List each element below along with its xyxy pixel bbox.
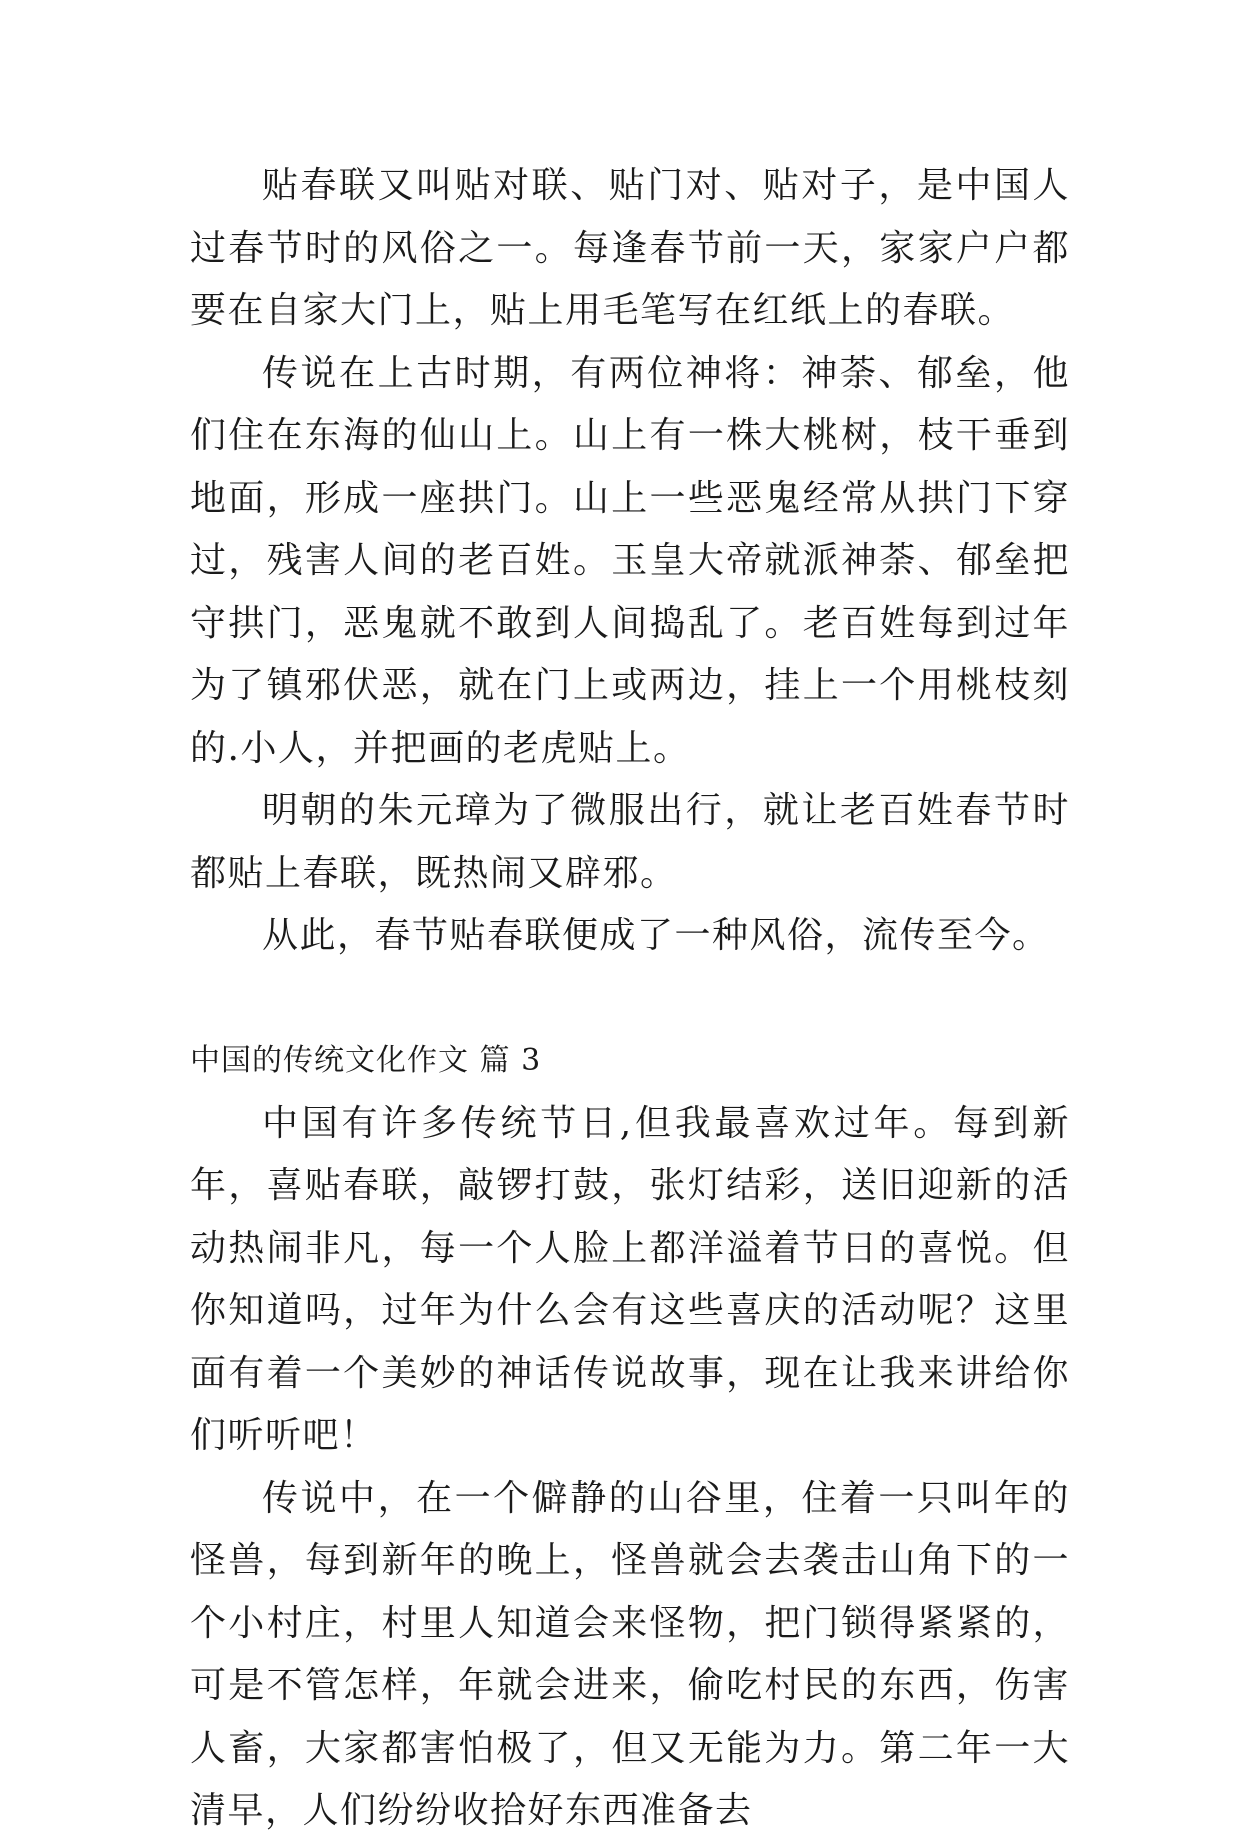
paragraph: 贴春联又叫贴对联、贴门对、贴对子，是中国人过春节时的风俗之一。每逢春节前一天，家家户户都要在自家大门上，贴上用毛笔写在红纸上的春联。 bbox=[190, 165, 1070, 331]
paragraph: 中国有许多传统节日,但我最喜欢过年。每到新年，喜贴春联，敲锣打鼓，张灯结彩，送旧迎新的活动热闹非凡，每一个人脸上都洋溢着节日的喜悦。但你知道吗，过年为什么会有这些喜庆的活动呢？这里面有着一个美妙的神话传说故事，现在让我来讲给你们听听吧！ bbox=[190, 1102, 1070, 1456]
paragraph: 传说中，在一个僻静的山谷里，住着一只叫年的怪兽，每到新年的晚上，怪兽就会去袭击山角下的一个小村庄，村里人知道会来怪物，把门锁得紧紧的，可是不管怎样，年就会进来，偷吃村民的东西，伤害人畜，大家都害怕极了，但又无能为力。第二年一大清早，人们纷纷收拾好东西准备去 bbox=[190, 1477, 1070, 1831]
paragraph: 从此，春节贴春联便成了一种风俗，流传至今。 bbox=[262, 915, 1050, 956]
section-gap bbox=[190, 968, 1070, 1031]
paragraph: 传说在上古时期，有两位神将：神荼、郁垒，他们住在东海的仙山上。山上有一株大桃树，枝干垂到地面，形成一座拱门。山上一些恶鬼经常从拱门下穿过，残害人间的老百姓。玉皇大帝就派神荼、郁垒把守拱门，恶鬼就不敢到人间捣乱了。老百姓每到过年为了镇邪伏恶，就在门上或两边，挂上一个用桃枝刻的.小人，并把画的老虎贴上。 bbox=[190, 352, 1070, 769]
section-heading: 中国的传统文化作文 篇 3 bbox=[190, 1043, 542, 1078]
paragraph: 明朝的朱元璋为了微服出行，就让老百姓春节时都贴上春联，既热闹又辟邪。 bbox=[190, 790, 1070, 894]
document-body bbox=[190, 155, 1070, 1843]
